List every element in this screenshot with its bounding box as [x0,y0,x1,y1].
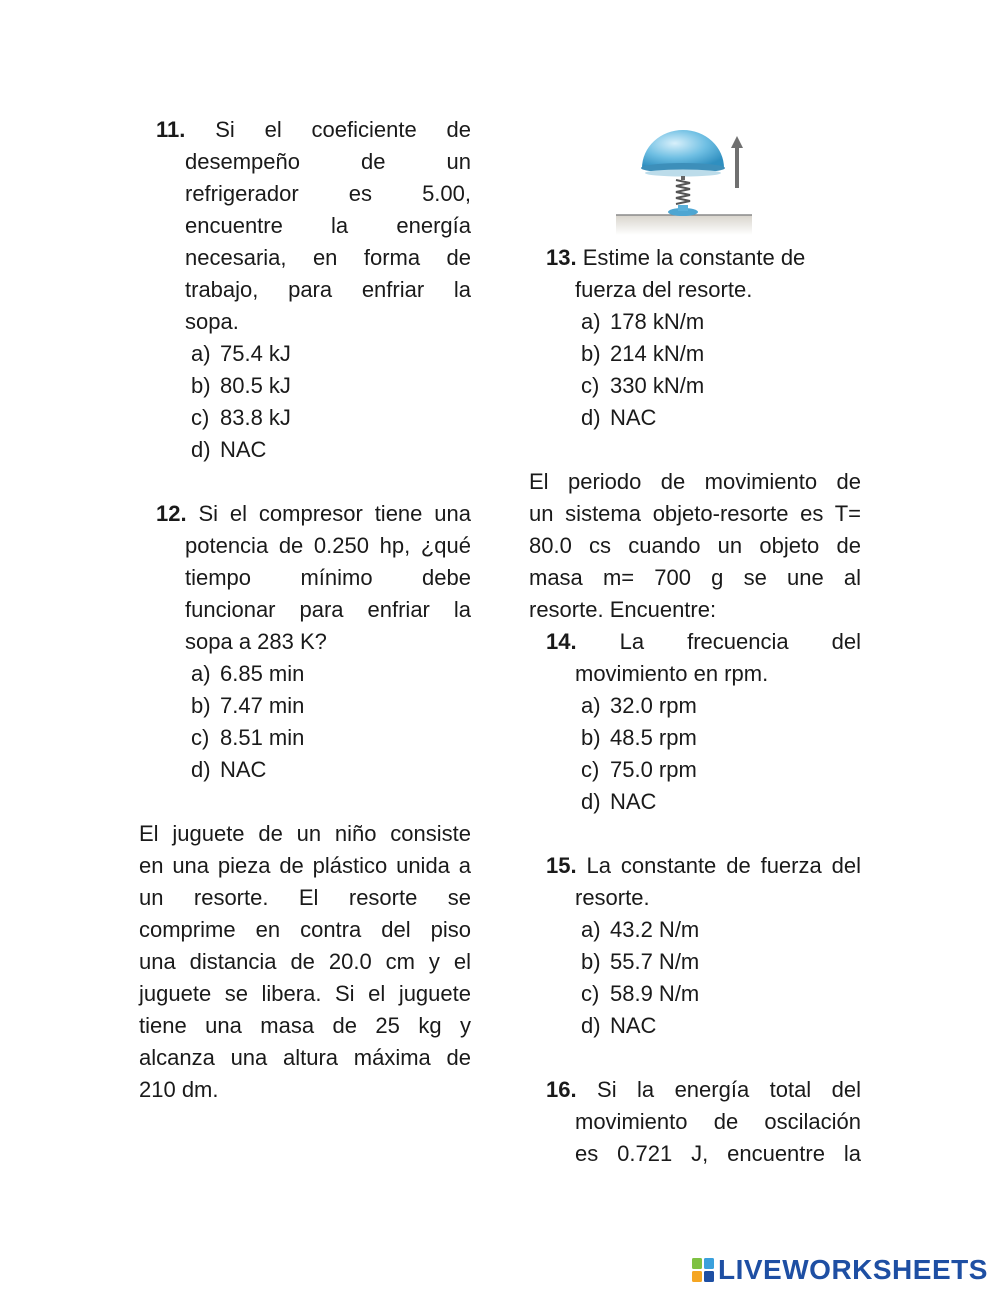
option-b[interactable]: b) 7.47 min [191,693,305,718]
question-11-line-6: trabajo, para enfriar la [185,277,471,302]
option-b[interactable]: b) 80.5 kJ [191,373,291,398]
question-12-line-5: sopa a 283 K? [185,629,327,654]
question-15-line-1: 15. La constante de fuerza del [546,853,861,878]
option-d[interactable]: d) NAC [581,789,657,814]
question-12-line-3: tiempo mínimo debe [185,565,471,590]
option-c[interactable]: c) 330 kN/m [581,373,705,398]
question-number: 11. [156,117,186,142]
logo-text: LIVEWORKSHEETS [718,1254,988,1285]
option-c[interactable]: c) 75.0 rpm [581,757,697,782]
question-14-options [529,690,861,818]
question-12-line-1: 12. Si el compresor tiene una [156,501,471,526]
question-13 [529,242,861,434]
option-d[interactable]: d) NAC [581,1013,657,1038]
option-b[interactable]: b) 48.5 rpm [581,725,697,750]
question-12-options [139,658,471,786]
question-16 [529,1074,861,1170]
question-12-line-4: funcionar para enfriar la [185,597,471,622]
question-12 [139,498,471,786]
option-c[interactable]: c) 8.51 min [191,725,305,750]
question-number: 14. [546,629,577,654]
option-d[interactable]: d) NAC [191,757,267,782]
option-d[interactable]: d) NAC [581,405,657,430]
question-number: 16. [546,1077,577,1102]
question-11-line-4: encuentre la energía [185,213,471,238]
question-11-line-3: refrigerador es 5.00, [185,181,471,206]
option-a[interactable]: a) 6.85 min [191,661,305,686]
period-paragraph: El periodo de movimiento de un sistema objeto-resorte es T= 80.0 cs cuando un objeto de masa m= 700 g se une al resorte. Encuentre: [529,469,861,622]
question-11-options [139,338,471,466]
option-b[interactable]: b) 214 kN/m [581,341,705,366]
toy-paragraph: El juguete de un niño consiste en una pieza de plástico unida a un resorte. El resorte se comprime en contra del piso una distancia de 20.0 cm y el juguete se libera. Si el juguete tiene una masa de 25 kg y alcanza una altura máxima de 210 dm. [139,821,471,1102]
question-11-line-1: 11. Si el coeficiente de [156,117,471,142]
right-column [529,242,861,1170]
option-c[interactable]: c) 83.8 kJ [191,405,291,430]
question-16-line-3: es 0.721 J, encuentre la [575,1141,861,1166]
option-a[interactable]: a) 75.4 kJ [191,341,291,366]
option-a[interactable]: a) 178 kN/m [581,309,705,334]
question-13-options [529,306,861,434]
spring-toy-illustration [616,128,752,240]
question-16-line-2: movimiento de oscilación [575,1109,861,1134]
question-14-line-2: movimiento en rpm. [575,661,769,686]
question-11 [139,114,471,466]
left-column [139,114,471,1106]
liveworksheets-logo[interactable] [692,1255,988,1285]
question-14-line-1: 14. La frecuencia del [546,629,861,654]
question-16-line-1: 16. Si la energía total del [546,1077,861,1102]
question-13-line-1: 13. Estime la constante de [546,245,806,270]
question-11-line-5: necesaria, en forma de [185,245,471,270]
option-c[interactable]: c) 58.9 N/m [581,981,700,1006]
question-11-line-2: desempeño de un [185,149,471,174]
option-d[interactable]: d) NAC [191,437,267,462]
question-11-line-7: sopa. [185,309,239,334]
question-13-line-2: fuerza del resorte. [575,277,753,302]
option-b[interactable]: b) 55.7 N/m [581,949,700,974]
question-number: 12. [156,501,187,526]
option-a[interactable]: a) 43.2 N/m [581,917,700,942]
question-12-line-2: potencia de 0.250 hp, ¿qué [185,533,471,558]
question-number: 15. [546,853,577,878]
question-15-options [529,914,861,1042]
question-14 [529,626,861,818]
question-15-line-2: resorte. [575,885,650,910]
liveworksheets-logo-icon [692,1258,714,1282]
option-a[interactable]: a) 32.0 rpm [581,693,697,718]
question-15 [529,850,861,1042]
question-number: 13. [546,245,577,270]
